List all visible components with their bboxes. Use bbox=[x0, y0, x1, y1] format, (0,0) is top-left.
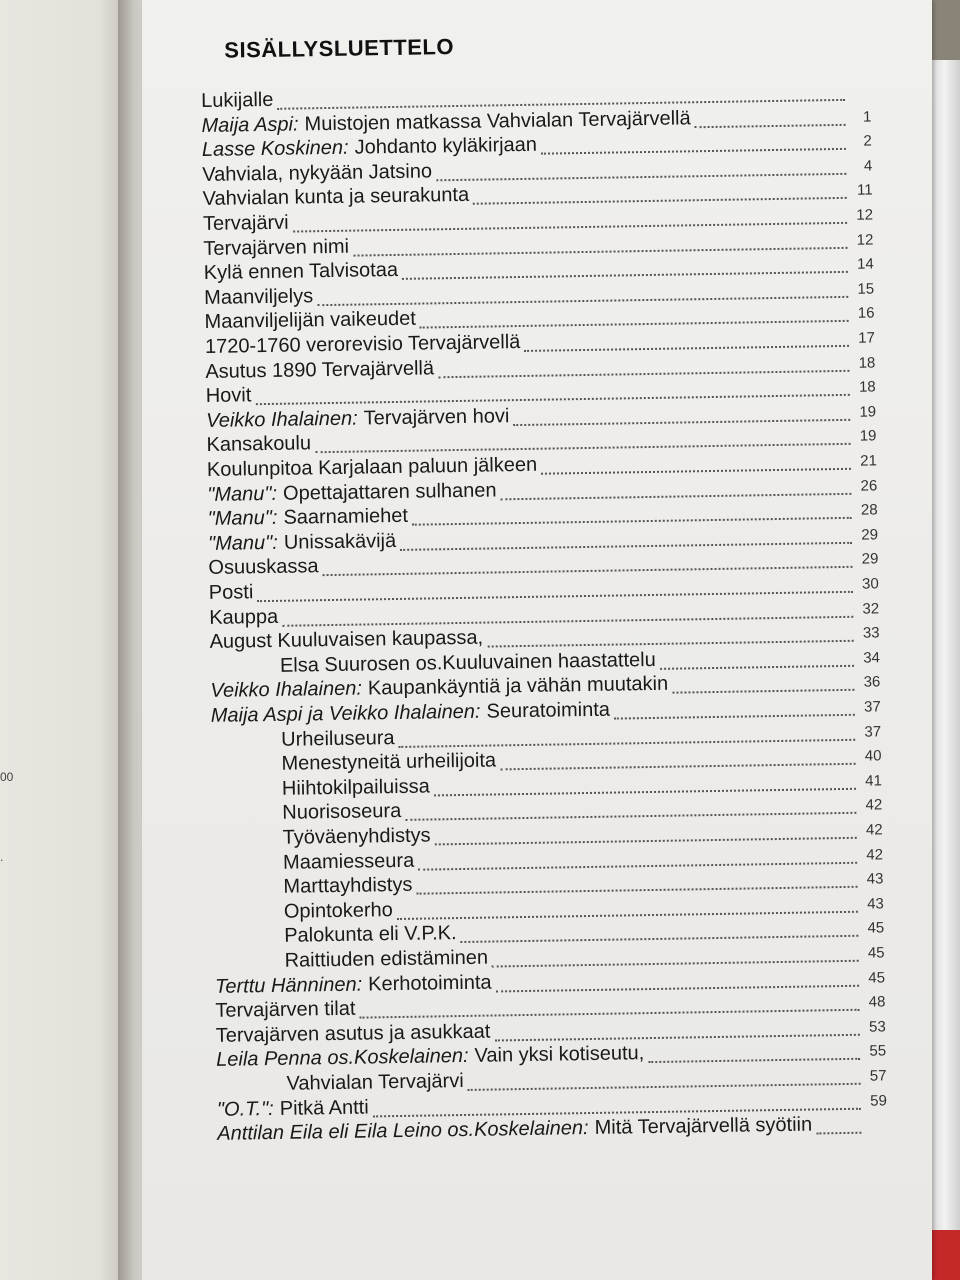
toc-entry-title: Kauppa bbox=[209, 605, 279, 629]
toc-entry-title: Pitkä Antti bbox=[279, 1096, 369, 1120]
toc-dot-leader bbox=[660, 663, 854, 670]
toc-entry-author: Lasse Koskinen: bbox=[201, 136, 349, 162]
toc-heading: SISÄLLYSLUETTELO bbox=[224, 34, 455, 63]
toc-entry-page-number: 28 bbox=[860, 501, 878, 519]
toc-entry-title: 1720-1760 verorevisio Tervajärvellä bbox=[204, 331, 521, 358]
toc-entry-title: Maanviljelys bbox=[204, 285, 314, 309]
toc-entry-title: Kansakoulu bbox=[206, 432, 312, 457]
toc-entry-title: Raittiuden edistäminen bbox=[284, 946, 489, 972]
table-of-contents bbox=[200, 19, 910, 1280]
toc-entry-page-number: 18 bbox=[858, 378, 876, 396]
toc-entry-author: Leila Penna os.Koskelainen: bbox=[216, 1045, 469, 1072]
toc-entry-author: Maija Aspi: bbox=[201, 113, 299, 137]
left-page-mark: 00 bbox=[0, 770, 14, 784]
toc-entry-page-number: 43 bbox=[866, 895, 884, 913]
toc-entry-author: Veikko Ihalainen: bbox=[210, 677, 363, 703]
toc-entry-title: August Kuuluvaisen kaupassa, bbox=[209, 626, 484, 654]
toc-entry-title: Unissakävijä bbox=[283, 529, 397, 554]
left-page-mark: . bbox=[0, 850, 4, 864]
toc-entry-title: Kerhotoiminta bbox=[367, 971, 492, 996]
toc-entry-page-number: 11 bbox=[856, 181, 873, 200]
toc-entry-title: Opettajattaren sulhanen bbox=[282, 478, 497, 505]
toc-entry-title: Tervajärven nimi bbox=[203, 235, 350, 260]
toc-entry-title: Seuratoiminta bbox=[486, 698, 611, 723]
toc-entry-title: Vahvialan kunta ja seurakunta bbox=[202, 184, 470, 211]
toc-entry-title: Vahviala, nykyään Jatsino bbox=[202, 160, 433, 186]
toc-entry-page-number: 42 bbox=[865, 796, 883, 815]
toc-entry-title: Asutus 1890 Tervajärvellä bbox=[205, 356, 435, 383]
toc-entry-page-number: 29 bbox=[861, 526, 879, 544]
toc-entry-title: Nuorisoseura bbox=[282, 800, 402, 825]
toc-entry-page-number: 45 bbox=[867, 919, 885, 938]
toc-entry-title: Tervajärvi bbox=[202, 211, 289, 235]
toc-entry-page-number: 55 bbox=[869, 1042, 887, 1061]
toc-entry-title: Vain yksi kotiseutu, bbox=[474, 1042, 645, 1068]
toc-entry-title: Tervajärven tilat bbox=[215, 997, 356, 1023]
toc-entry-page-number: 41 bbox=[865, 772, 883, 790]
toc-entry-title: Tervajärven hovi bbox=[363, 404, 510, 430]
toc-entry-title: Urheiluseura bbox=[280, 726, 395, 751]
toc-entry-page-number: 2 bbox=[863, 132, 872, 150]
toc-entry-page-number: 36 bbox=[863, 673, 881, 692]
toc-entry-title: Lukijalle bbox=[200, 88, 274, 112]
toc-entry-title: Osuuskassa bbox=[208, 555, 319, 580]
toc-entry-title: Hiihtokilpailuissa bbox=[281, 775, 430, 800]
toc-dot-leader bbox=[648, 1056, 860, 1063]
toc-entry-title: Menestyneitä urheilijoita bbox=[281, 749, 497, 775]
toc-entry-author: Maija Aspi ja Veikko Ihalainen: bbox=[210, 700, 481, 727]
toc-entry-page-number: 43 bbox=[866, 870, 884, 888]
toc-entry-title: Tervajärven asutus ja asukkaat bbox=[215, 1020, 491, 1047]
toc-dot-leader bbox=[695, 121, 846, 127]
toc-entry-page-number: 12 bbox=[856, 206, 874, 224]
toc-entry-title: Saarnamiehet bbox=[283, 504, 409, 529]
toc-entry-page-number: 21 bbox=[860, 452, 877, 470]
toc-entry-title: Muistojen matkassa Vahvialan Tervajärvellä bbox=[304, 106, 691, 135]
toc-entry-page-number: 15 bbox=[857, 280, 875, 298]
toc-entry-author: "Manu": bbox=[207, 531, 279, 555]
book-cover-edge bbox=[930, 60, 960, 1280]
toc-entry-page-number: 19 bbox=[859, 427, 877, 446]
toc-entry-page-number: 34 bbox=[863, 649, 881, 667]
toc-dot-leader bbox=[816, 1130, 861, 1135]
toc-entry-page-number: 19 bbox=[859, 403, 877, 421]
toc-entry-page-number: 45 bbox=[868, 968, 886, 987]
toc-entry-page-number: 32 bbox=[862, 599, 880, 618]
toc-entry-title: Työväenyhdistys bbox=[282, 824, 431, 849]
toc-entry-page-number: 12 bbox=[856, 231, 874, 249]
toc-entry-page-number: 18 bbox=[858, 354, 876, 372]
toc-entry-title: Palokunta eli V.P.K. bbox=[284, 922, 457, 948]
toc-entry-author: "Manu": bbox=[207, 507, 278, 531]
toc-entry-title: Marttayhdistys bbox=[283, 873, 413, 898]
toc-entry-title: Koulunpitoa Karjalaan paluun jälkeen bbox=[206, 453, 538, 481]
toc-entry-page-number: 42 bbox=[865, 821, 883, 839]
toc-dot-leader bbox=[672, 687, 854, 694]
toc-entry-page-number: 29 bbox=[861, 550, 879, 569]
toc-entry-page-number: 45 bbox=[867, 944, 885, 962]
toc-entry-page-number: 59 bbox=[870, 1091, 888, 1110]
toc-entry-title: Johdanto kyläkirjaan bbox=[354, 133, 538, 159]
toc-entry-author: "O.T.": bbox=[216, 1097, 274, 1121]
toc-entry-page-number: 33 bbox=[862, 624, 880, 642]
toc-entry-author: Anttilan Eila eli Eila Leino os.Koskelainen: bbox=[217, 1117, 589, 1146]
toc-entry-page-number: 53 bbox=[868, 1018, 886, 1036]
toc-entry-title: Kylä ennen Talvisotaa bbox=[203, 259, 399, 285]
toc-entry-page-number: 1 bbox=[862, 108, 872, 126]
toc-entry-page-number: 26 bbox=[860, 477, 878, 495]
toc-entry-title: Hovit bbox=[205, 384, 252, 408]
toc-entry-author: Terttu Hänninen: bbox=[214, 973, 363, 998]
toc-entry-title: Posti bbox=[208, 581, 254, 604]
toc-entry-page-number: 4 bbox=[863, 157, 873, 175]
toc-entry-author: Veikko Ihalainen: bbox=[205, 407, 358, 432]
toc-entry-title: Kaupankäyntiä ja vähän muutakin bbox=[367, 673, 669, 700]
toc-entry-author: "Manu": bbox=[207, 482, 278, 506]
toc-entry-page-number: 42 bbox=[866, 845, 884, 864]
toc-entry-title: Opintokerho bbox=[283, 898, 393, 923]
toc-entry-page-number: 48 bbox=[868, 993, 886, 1011]
toc-entry-title: Maamiesseura bbox=[282, 849, 415, 874]
toc-entry-title: Maanviljelijän vaikeudet bbox=[204, 308, 416, 334]
toc-entry-page-number: 37 bbox=[864, 722, 882, 741]
toc-entry-page-number: 14 bbox=[856, 255, 874, 273]
toc-entry-title: Elsa Suurosen os.Kuuluvainen haastattelu bbox=[279, 648, 656, 677]
toc-entry-title: Vahvialan Tervajärvi bbox=[286, 1069, 464, 1095]
toc-entry-page-number: 57 bbox=[869, 1067, 887, 1085]
toc-entry-page-number: 30 bbox=[861, 575, 879, 593]
toc-dot-leader bbox=[614, 712, 855, 720]
toc-entry-page-number: 40 bbox=[864, 747, 882, 765]
toc-entry-page-number: 16 bbox=[857, 304, 875, 323]
toc-entry-title: Mitä Tervajärvellä syötiin bbox=[594, 1113, 813, 1140]
toc-entry-page-number: 37 bbox=[863, 698, 881, 716]
toc-entry-page-number: 17 bbox=[858, 329, 876, 347]
